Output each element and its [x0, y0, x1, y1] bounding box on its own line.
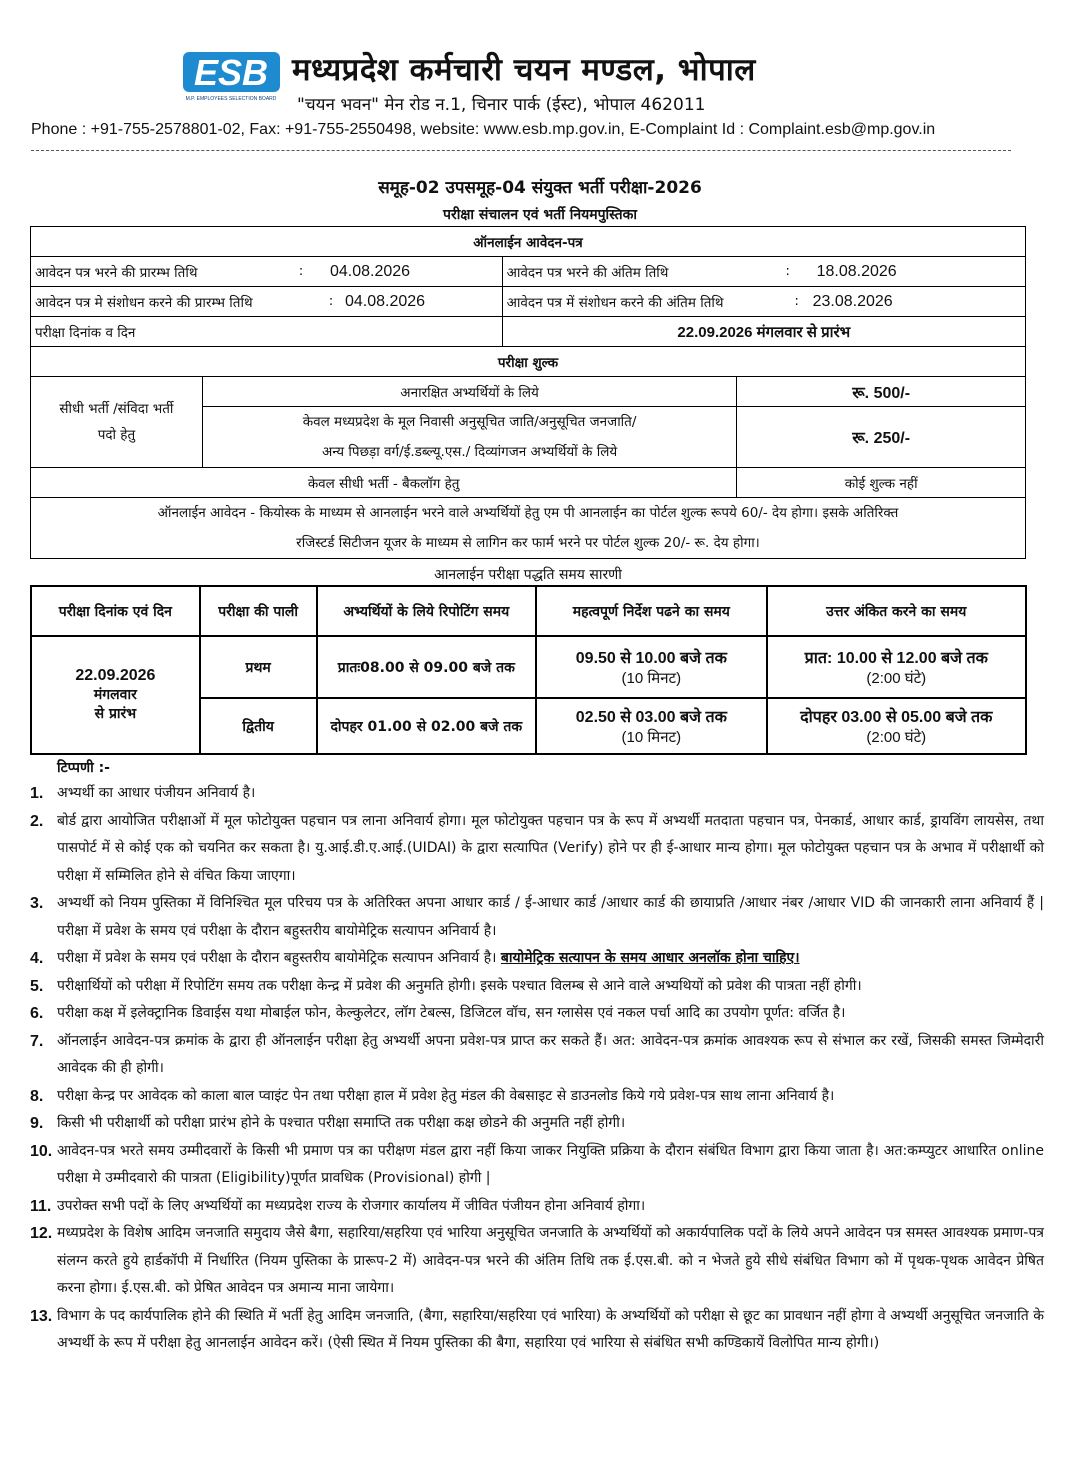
portal-fee-note: ऑनलाईन आवेदन - कियोस्क के माध्यम से आनलाईन भरने वाले अभ्यर्थियों हेतु एम पी आनलाईन का पोर्टल शुल्क रूपये 60/- देय होगा। इसके अतिरिक्त रजिस्टर्ड सिटीजन यूजर के माध्यम से लागिन कर फार्म भरने पर पोर्टल शुल्क 20/- रू. देय होगा। [31, 498, 1026, 559]
svg-text:ESB: ESB [193, 52, 269, 93]
exam-subtitle: परीक्षा संचालन एवं भर्ती नियमपुस्तिका [443, 207, 637, 223]
start-date-label: आवेदन पत्र भरने की प्रारम्भ तिथि [35, 264, 198, 281]
note-item: 1. अभ्यर्थी का आधार पंजीयन अनिवार्य है। [30, 785, 256, 802]
backlog-fee: कोई शुल्क नहीं [737, 468, 1026, 498]
note-item: 9. किसी भी परीक्षार्थी को परीक्षा प्रारंभ होने के पश्चात परीक्षा समाप्ति तक परीक्षा कक्ष छोडने की अनुमति नहीं होगी। [30, 1115, 626, 1132]
timing-row [31, 636, 1026, 698]
fee-heading: परीक्षा शुल्क [31, 347, 1026, 377]
note-item: 12. मध्यप्रदेश के विशेष आदिम जनजाति समुदाय जैसे बैगा, सहारिया/सहरिया एवं भारिया अनुसूचित जनजाति के अभ्यर्थियों को अकार्यपालिक पदों के लिये अपने आवेदन पत्र समस्त आवश्यक प्रमाण-पत्र संलग्न करते हुये हार्डकॉपी में निर्धारित (नियम पुस्तिका के प्रारूप-2 में) आवेदन-पत्र भरने की अंतिम तिथि तक ई.एस.बी. को न भेजते हुये सीधे संबंधित विभाग को में पृथक-पृथक आवेदन प्रेषित करना होगा। ई.एस.बी. को प्रेषित आवेदन पत्र अमान्य माना जायेगा। [30, 1225, 1044, 1296]
application-row: आवेदन पत्र मे संशोधन करने की प्रारम्भ तिथि : 04.08.2026 आवेदन पत्र में संशोधन करने की अंतिम तिथि : 23.08.2026 [31, 287, 1026, 317]
note-item: 13. विभाग के पद कार्यपालिक होने की स्थिति में भर्ती हेतु आदिम जनजाति, (बैगा, सहारिया/सहरिया एवं भारिया) के अभ्यर्थियों को परीक्षा से छूट का प्रावधान नहीं होगा वे अभ्यर्थी अनुसूचित जनजाति के अभ्यर्थी के रूप में परीक्षा हेतु आनलाईन आवेदन करें। (ऐसी स्थित में नियम पुस्तिका की बैगा, सहारिया एवं भारिया से संबंधित सभी कण्डिकायें विलोपित मान्य होगी।) [30, 1307, 1044, 1351]
divider [31, 150, 1011, 151]
note-item: 6. परीक्षा कक्ष में इलेक्ट्रानिक डिवाईस यथा मोबाईल फोन, केल्कुलेटर, लॉग टेबल्स, डिजिटल वॉच, सन ग्लासेस एवं नकल पर्चा आदि का उपयोग पूर्णत: वर्जित है। [30, 1005, 846, 1022]
reporting-time: प्रातः08.00 से 09.00 बजे तक [317, 636, 537, 698]
aadhaar-unlock-emphasis: बायोमेट्रिक सत्यापन के समय आधार अनलॉक होना चाहिए। [500, 950, 800, 966]
timing-title: आनलाईन परीक्षा पद्धति समय सारणी [434, 567, 622, 583]
note-item: 4. परीक्षा में प्रवेश के समय एवं परीक्षा के दौरान बहुस्तरीय बायोमेट्रिक सत्यापन अनिवार्य है। बायोमेट्रिक सत्यापन के समय आधार अनलॉक होना चाहिए। [30, 950, 800, 967]
notes-list [30, 780, 1044, 1358]
instruction-time: 09.50 से 10.00 बजे तक (10 मिनट) [536, 636, 766, 698]
correction-start-value: 04.08.2026 [345, 292, 426, 310]
timing-header-row [31, 586, 1026, 636]
reporting-time: दोपहर 01.00 से 02.00 बजे तक [317, 698, 537, 754]
fee-group-label: सीधी भर्ती /संविदा भर्ती पदो हेतु [31, 377, 203, 468]
note-item: 5. परीक्षार्थियों को परीक्षा में रिपोटिंग समय तक परीक्षा केन्द्र में प्रवेश की अनुमति होगी। इसके पश्चात विलम्ब से आने वाले अभ्यथियों को प्रवेश की पात्रता नहीं होगी। [30, 977, 862, 995]
col-header-shift: परीक्षा की पाली [200, 586, 317, 636]
instruction-time: 02.50 से 03.00 बजे तक (10 मिनट) [536, 698, 766, 754]
backlog-label: केवल सीधी भर्ती - बैकलॉग हेतु [31, 468, 737, 498]
application-fee-table [30, 226, 1026, 559]
answer-time: दोपहर 03.00 से 05.00 बजे तक (2:00 घंटे) [767, 698, 1026, 754]
correction-end-label: आवेदन पत्र में संशोधन करने की अंतिम तिथि [506, 294, 724, 311]
notes-title: टिप्पणी :- [57, 760, 110, 776]
note-item: 2. बोर्ड द्वारा आयोजित परीक्षाओं में मूल फोटोयुक्त पहचान पत्र लाना अनिवार्य होगा। मूल फोटोयुक्त पहचान पत्र के रूप में अभ्यर्थी मतदाता पहचान पत्र, पेनकार्ड, आधार कार्ड, ड्रायविंग लायसेस, तथा पासपोर्ट में से कोई एक को चयनित कर सकता है। यु.आई.डी.ए.आई.(UIDAI) के द्वारा सत्यापित (Verify) होने पर ही ई-आधार मान्य होगा। मूल फोटोयुक्त पहचान पत्र के अभाव में परीक्षार्थी को परीक्षा में सम्मिलित होने से वंचित किया जाएगा। [30, 812, 1044, 884]
correction-end-value: 23.08.2026 [812, 292, 893, 310]
note-item: 11. उपरोक्त सभी पदों के लिए अभ्यर्थियों का मध्यप्रदेश राज्य के रोजगार कार्यालय में जीवित पंजीयन होना अनिवार्य होगा। [30, 1197, 646, 1215]
unreserved-fee: रू. 500/- [737, 377, 1026, 407]
end-date-label: आवेदन पत्र भरने की अंतिम तिथि [506, 264, 669, 281]
exam-date-cell: 22.09.2026 मंगलवार से प्रारंभ [31, 636, 200, 754]
org-address: "चयन भवन" मेन रोड न.1, चिनार पार्क (ईस्ट), भोपाल 462011 [297, 95, 706, 115]
col-header-answer: उत्तर अंकित करने का समय [767, 586, 1026, 636]
exam-title: समूह-02 उपसमूह-04 संयुक्त भर्ती परीक्षा-2026 [378, 178, 702, 198]
note-item: 7. ऑनलाईन आवेदन-पत्र क्रमांक के द्वारा ही ऑनलाईन परीक्षा हेतु अभ्यर्थी अपना प्रवेश-पत्र प्राप्त कर सकते हैं। अत: आवेदन-पत्र क्रमांक आवश्यक रूप से संभाल कर रखें, जिसकी समस्त जिम्मेदारी आवेदक की ही होगी। [30, 1032, 1044, 1076]
col-header-instructions: महत्वपूर्ण निर्देश पढने का समय [536, 586, 766, 636]
start-date-value: 04.08.2026 [330, 262, 411, 280]
reserved-fee: रू. 250/- [737, 407, 1026, 468]
shift-name: द्वितीय [200, 698, 317, 754]
col-header-date: परीक्षा दिनांक एवं दिन [31, 586, 200, 636]
application-row: आवेदन पत्र भरने की प्रारम्भ तिथि : 04.08.2026 आवेदन पत्र भरने की अंतिम तिथि : 18.08.2026 [31, 257, 1026, 287]
exam-date-label: परीक्षा दिनांक व दिन [31, 317, 503, 347]
unreserved-label: अनारक्षित अभ्यर्थियों के लिये [202, 377, 736, 407]
correction-start-label: आवेदन पत्र मे संशोधन करने की प्रारम्भ तिथि [35, 294, 253, 311]
exam-date-value: 22.09.2026 मंगलवार से प्रारंभ [502, 317, 1025, 347]
contact-line: Phone : +91-755-2578801-02, Fax: +91-755-2550498, website: www.esb.mp.gov.in, E-Complaint Id : Complaint.esb@mp.gov.in [31, 121, 936, 138]
reserved-label: केवल मध्यप्रदेश के मूल निवासी अनुसूचित जाति/अनुसूचित जनजाति/ अन्य पिछड़ा वर्ग/ई.डब्ल्यू.एस./ दिव्यांगजन अभ्यर्थियों के लिये [202, 407, 736, 468]
shift-name: प्रथम [200, 636, 317, 698]
org-name: मध्यप्रदेश कर्मचारी चयन मण्डल, भोपाल [292, 52, 756, 88]
svg-text:M.P. EMPLOYEES SELECTION BOARD: M.P. EMPLOYEES SELECTION BOARD [185, 96, 277, 102]
note-item: 3. अभ्यर्थी को नियम पुस्तिका में विनिश्चित मूल परिचय पत्र के अतिरिक्त अपना आधार कार्ड / ई-आधार कार्ड /आधार कार्ड की छायाप्रति /आधार नंबर /आधार VID की जानकारी लाना अनिवार्य हैं | परीक्षा में प्रवेश के समय एवं परीक्षा के दौरान बहुस्तरीय बायोमेट्रिक सत्यापन अनिवार्य है। [30, 895, 1044, 939]
end-date-value: 18.08.2026 [816, 262, 897, 280]
application-heading: ऑनलाईन आवेदन-पत्र [31, 227, 1026, 257]
note-item: 8. परीक्षा केन्द्र पर आवेदक को काला बाल प्वाइंट पेन तथा परीक्षा हाल में प्रवेश हेतु मंडल की वेबसाइट से डाउनलोड किये गये प्रवेश-पत्र साथ लाना अनिवार्य है। [30, 1087, 835, 1105]
col-header-reporting: अभ्यर्थियों के लिये रिपोटिंग समय [317, 586, 537, 636]
note-item: 10. आवेदन-पत्र भरते समय उम्मीदवारों के किसी भी प्रमाण पत्र का परीक्षण मंडल द्वारा नहीं किया जाकर नियुक्ति प्रक्रिया के दौरान संबंधित विभाग द्वारा किया जाता है। अत:कम्प्युटर आधारित online परीक्षा मे उम्मीदवारो की पात्रता (Eligibility)पूर्णत प्रावधिक (Provisional) होगी | [30, 1142, 1044, 1186]
answer-time: प्रात: 10.00 से 12.00 बजे तक (2:00 घंटे) [767, 636, 1026, 698]
timing-table [30, 585, 1027, 755]
esb-logo [183, 52, 280, 102]
